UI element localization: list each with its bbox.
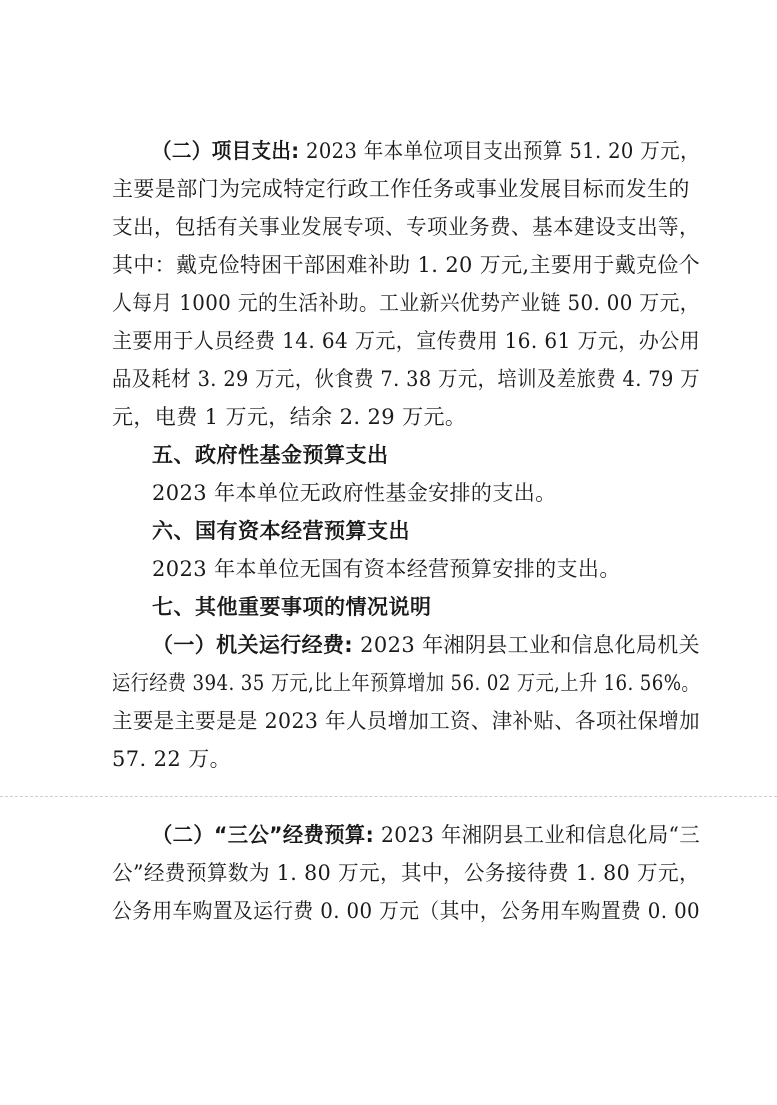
three-public-label: （二）“三公”经费预算: <box>152 823 375 847</box>
paragraph-line: 公”经费预算数为 1. 80 万元，其中，公务接待费 1. 80 万元， <box>112 861 701 885</box>
paragraph-three-public-line-1 <box>152 822 700 848</box>
paragraph-line: 支出，包括有关事业发展专项、专项业务费、基本建设支出等， <box>112 215 700 239</box>
paragraph-line: 主要用于人员经费 14. 64 万元，宣传费用 16. 61 万元，办公用 <box>112 329 700 353</box>
section-heading-other-matters: 七、其他重要事项的情况说明 <box>152 595 432 619</box>
paragraph-line: 其中：戴克俭特困干部困难补助 1. 20 万元,主要用于戴克俭个 <box>112 253 701 277</box>
section-text-government-fund: 2023 年本单位无政府性基金安排的支出。 <box>152 481 557 505</box>
paragraph-line: 57. 22 万。 <box>112 747 232 771</box>
paragraph-line: 运行经费 394. 35 万元,比上年预算增加 56. 02 万元,上升 16. 56%。 <box>112 671 701 695</box>
scan-artifact-line <box>0 796 777 797</box>
paragraph-text: 2023 年湘阴县工业和信息化局机关 <box>353 633 700 657</box>
paragraph-text: 2023 年湘阴县工业和信息化局“三 <box>374 823 701 847</box>
section-heading-government-fund: 五、政府性基金预算支出 <box>152 443 389 467</box>
section-text-state-capital: 2023 年本单位无国有资本经营预算安排的支出。 <box>152 557 621 581</box>
paragraph-line: 元，电费 1 万元，结余 2. 29 万元。 <box>112 405 467 429</box>
paragraph-line: 主要是部门为完成特定行政工作任务或事业发展目标而发生的 <box>112 177 690 201</box>
paragraph-project-expenditure-line-1 <box>152 138 700 164</box>
paragraph-operating-costs-line-1 <box>152 632 700 658</box>
paragraph-line: 主要是主要是是 2023 年人员增加工资、津补贴、各项社保增加 <box>112 709 701 733</box>
paragraph-line: 品及耗材 3. 29 万元，伙食费 7. 38 万元，培训及差旅费 4. 79 万 <box>112 367 700 391</box>
section-heading-state-capital: 六、国有资本经营预算支出 <box>152 519 410 543</box>
paragraph-text: 2023 年本单位项目支出预算 51. 20 万元， <box>299 139 700 163</box>
operating-costs-label: （一）机关运行经费: <box>152 633 354 657</box>
paragraph-line: 公务用车购置及运行费 0. 00 万元（其中，公务用车购置费 0. 00 <box>112 899 701 923</box>
project-expenditure-label: （二）项目支出: <box>152 139 300 163</box>
paragraph-line: 人每月 1000 元的生活补助。工业新兴优势产业链 50. 00 万元， <box>112 291 701 315</box>
